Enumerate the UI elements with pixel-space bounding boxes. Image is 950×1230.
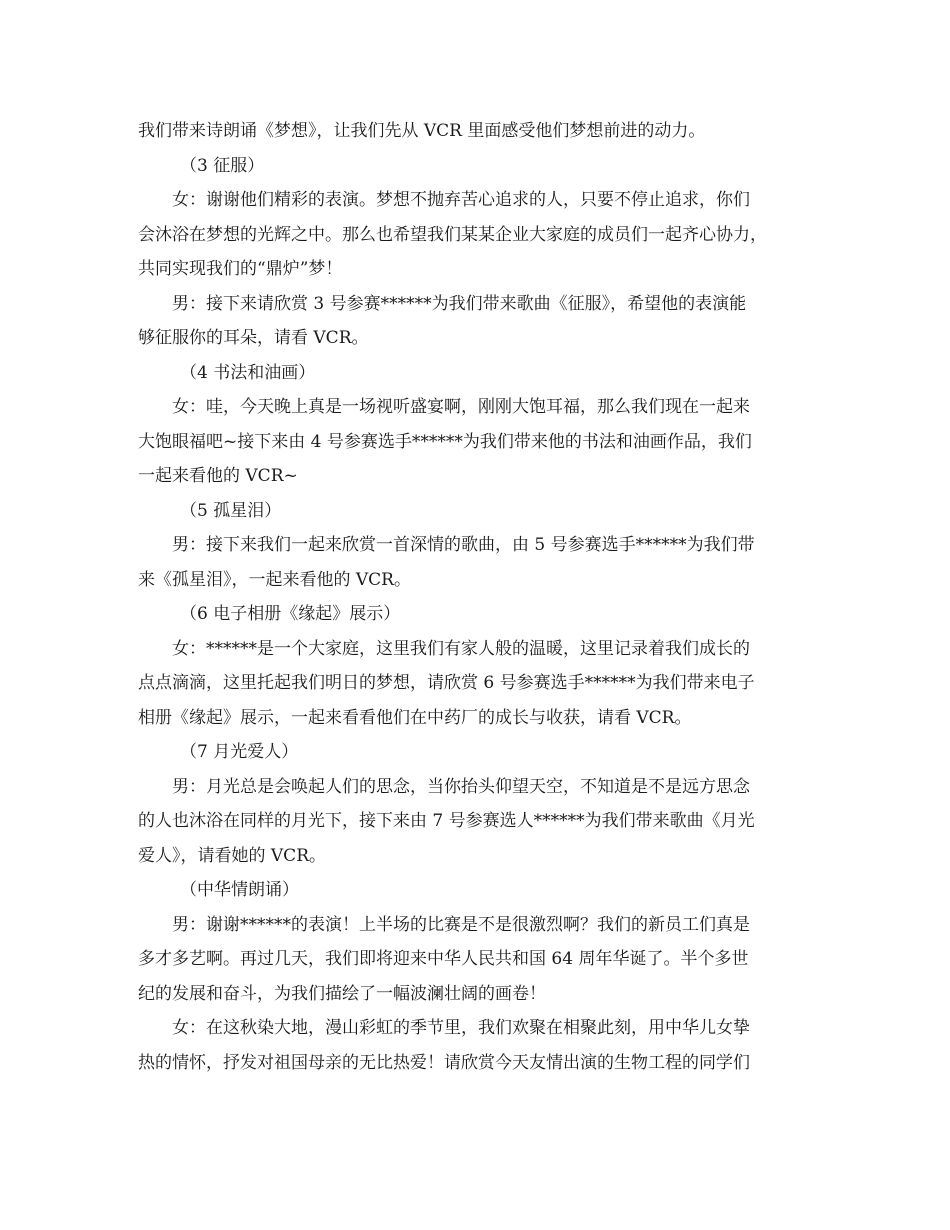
section-heading-3: （3 征服） [180,155,265,176]
text-line-1: 我们带来诗朗诵《梦想》，让我们先从 VCR 里面感受他们梦想前进的动力。 [138,121,706,141]
text-line-6: 男：接下来请欣赏 3 号参赛******为我们带来歌曲《征服》，希望他的表演能 [172,293,747,314]
text-line-28: 热的情怀，抒发对祖国母亲的无比热爱！请欣赏今天友情出演的生物工程的同学们 [138,1052,750,1073]
text-line-16: 女：******是一个大家庭，这里我们有家人般的温暖，这里记录着我们成长的 [172,638,750,659]
section-heading-6: （6 电子相册《缘起》展示） [180,604,401,624]
text-line-3: 女：谢谢他们精彩的表演。梦想不抛弃苦心追求的人，只要不停止追求，你们 [172,190,750,210]
text-line-4: 会沐浴在梦想的光辉之中。那么也希望我们某某企业大家庭的成员们一起齐心协力， [138,224,767,245]
section-heading-recital: （中华情朗诵） [180,880,299,900]
text-line-18: 相册《缘起》展示，一起来看看他们在中药厂的成长与收获，请看 VCR。 [138,707,692,728]
text-line-24: 男：谢谢******的表演！上半场的比赛是不是很激烈啊？我们的新员工们真是 [172,914,750,935]
text-line-14: 来《孤星泪》，一起来看他的 VCR。 [138,569,411,590]
text-line-22: 爱人》，请看她的 VCR。 [138,845,326,866]
document-body [138,114,814,1080]
text-line-27: 女：在这秋染大地，漫山彩虹的季节里，我们欢聚在相聚此刻，用中华儿女挚 [172,1018,750,1038]
text-line-10: 大饱眼福吧~接下来由 4 号参赛选手******为我们带来他的书法和油画作品，我们 [138,431,752,452]
text-line-9: 女：哇，今天晚上真是一场视听盛宴啊，刚刚大饱耳福，那么我们现在一起来 [172,397,750,417]
text-line-25: 多才多艺啊。再过几天，我们即将迎来中华人民共和国 64 周年华诞了。半个多世 [138,949,749,969]
section-heading-5: （5 孤星泪） [180,500,282,521]
text-line-13: 男：接下来我们一起来欣赏一首深情的歌曲，由 5 号参赛选手******为我们带 [172,535,755,555]
text-line-17: 点点滴滴，这里托起我们明日的梦想，请欣赏 6 号参赛选手******为我们带来电子 [138,673,755,693]
section-heading-7: （7 月光爱人） [180,742,299,762]
text-line-21: 的人也沐浴在同样的月光下，接下来由 7 号参赛选人******为我们带来歌曲《月光 [138,811,755,831]
section-heading-4: （4 书法和油画） [180,362,316,383]
text-line-11: 一起来看他的 VCR~ [138,466,298,486]
text-line-7: 够征服你的耳朵，请看 VCR。 [138,328,369,348]
text-line-5: 共同实现我们的“鼎炉”梦！ [138,259,343,279]
text-line-20: 男：月光总是会唤起人们的思念，当你抬头仰望天空，不知道是不是远方思念 [172,776,750,797]
text-line-26: 纪的发展和奋斗，为我们描绘了一幅波澜壮阔的画卷！ [138,983,546,1004]
